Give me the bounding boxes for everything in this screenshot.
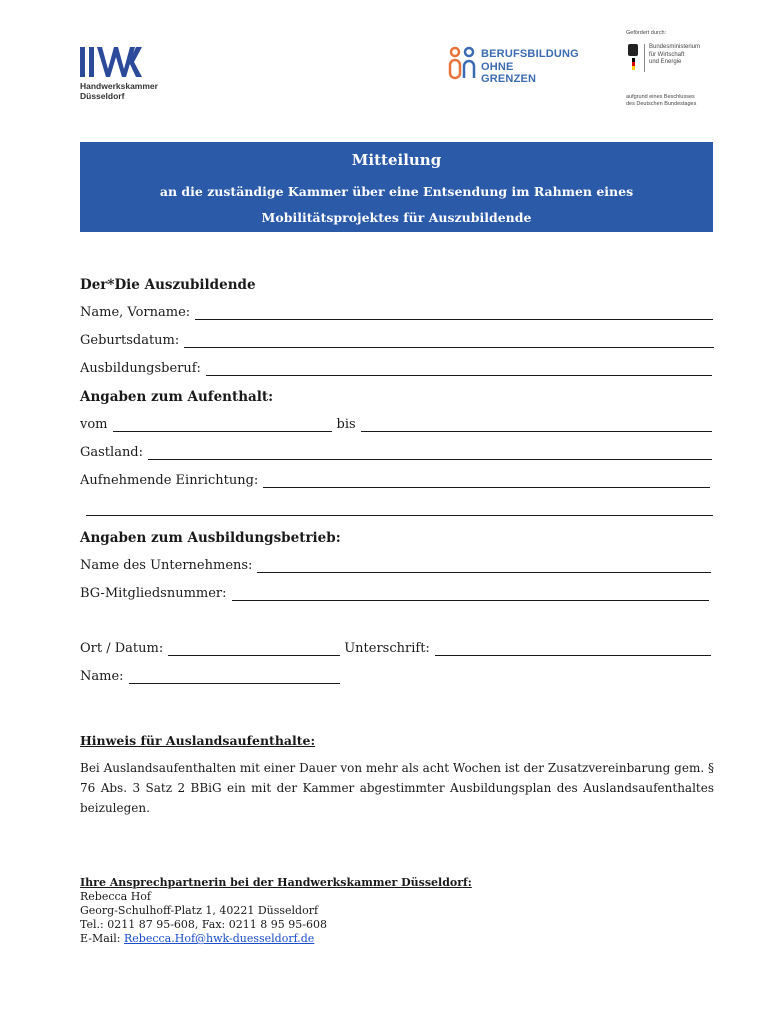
basis-line2: des Deutschen Bundestages [626,101,697,107]
profession-label: Ausbildungsberuf: [80,361,201,376]
contact-address: Georg-Schulhoff-Platz 1, 40221 Düsseldorf [80,904,319,917]
funded-by-label: Gefördert durch: [626,30,667,36]
contact-title: Ihre Ansprechpartnerin bei der Handwerkskammer Düsseldorf: [80,876,472,889]
profession-field [80,361,712,376]
bog-logo-icon [447,46,477,80]
host-label: Aufnehmende Einrichtung: [80,473,259,488]
country-input-line[interactable] [148,448,712,460]
ministry-line1: Bundesministerium [649,44,701,50]
birthdate-field [80,333,714,348]
hwk-name-line1: Handwerkskammer [80,81,158,91]
bg-number-label: BG-Mitgliedsnummer: [80,586,227,601]
title-banner [80,142,713,232]
bog-line2: OHNE [481,60,514,73]
to-label: bis [336,417,356,432]
period-field [80,417,712,432]
hwk-logo-icon [80,47,144,77]
federal-eagle-icon [626,44,640,70]
name-label: Name, Vorname: [80,305,191,320]
signature-input-line[interactable] [435,644,711,656]
company-name-input-line[interactable] [257,561,711,573]
hwk-name-line2: Düsseldorf [80,91,125,101]
sign-name-input-line[interactable] [129,672,340,684]
country-label: Gastland: [80,445,144,460]
section-company-heading: Angaben zum Ausbildungsbetrieb: [80,530,341,546]
contact-phone: Tel.: 0211 87 95-608, Fax: 0211 8 95 95-608 [80,918,327,931]
bog-logo [447,46,579,86]
company-name-label: Name des Unternehmens: [80,558,253,573]
contact-email-label: E-Mail: [80,932,121,945]
section-stay-heading: Angaben zum Aufenthalt: [80,389,274,405]
contact-email-link[interactable]: Rebecca.Hof@hwk-duesseldorf.de [124,932,315,945]
from-label: vom [80,417,108,432]
subtitle-line1: an die zuständige Kammer über eine Entsendung im Rahmen eines [159,184,634,199]
ministry-line2: für Wirtschaft [649,51,685,58]
host-field [80,473,710,488]
profession-input-line[interactable] [206,364,712,376]
page-title: Mitteilung [351,151,442,169]
section-trainee-heading: Der*Die Auszubildende [80,277,256,293]
country-field [80,445,712,460]
bog-line1: BERUFSBILDUNG [481,48,579,60]
birthdate-input-line[interactable] [184,336,714,348]
from-input-line[interactable] [113,420,332,432]
basis-line1: aufgrund eines Beschlusses [626,94,695,100]
hint-text: Bei Auslandsaufenthalten mit einer Dauer von mehr als acht Wochen ist der Zusatzvereinbarung gem. § 76 Abs. 3 Satz 2 BBiG ein mit der Kammer abgestimmter Ausbildungsplan des Auslandsaufenthaltes beizulegen. [80,761,714,815]
hint-title: Hinweis für Auslandsaufenthalte: [80,733,316,748]
company-name-field [80,558,711,573]
name-input-line[interactable] [195,308,713,320]
bg-number-input-line[interactable] [232,589,709,601]
subtitle-line2: Mobilitätsprojektes für Auszubildende [261,210,532,225]
name-field [80,305,713,320]
host-input-line[interactable] [263,476,710,488]
ministry-line3: und Energie [649,59,682,65]
sign-name-field [80,669,340,684]
bmwi-funding-logo [626,30,746,108]
place-date-signature-field [80,641,711,656]
contact-block [80,876,472,946]
to-input-line[interactable] [361,420,712,432]
birthdate-label: Geburtsdatum: [80,333,180,348]
place-date-input-line[interactable] [168,644,340,656]
signature-label: Unterschrift: [344,641,430,656]
sign-name-label: Name: [80,669,124,684]
bog-line3: GRENZEN [481,73,537,85]
host-extra-input-line[interactable] [86,515,713,516]
bg-number-field [80,586,709,601]
hwk-logo [80,47,180,101]
contact-person: Rebecca Hof [80,890,152,903]
contact-email-row [80,932,472,946]
place-date-label: Ort / Datum: [80,641,164,656]
